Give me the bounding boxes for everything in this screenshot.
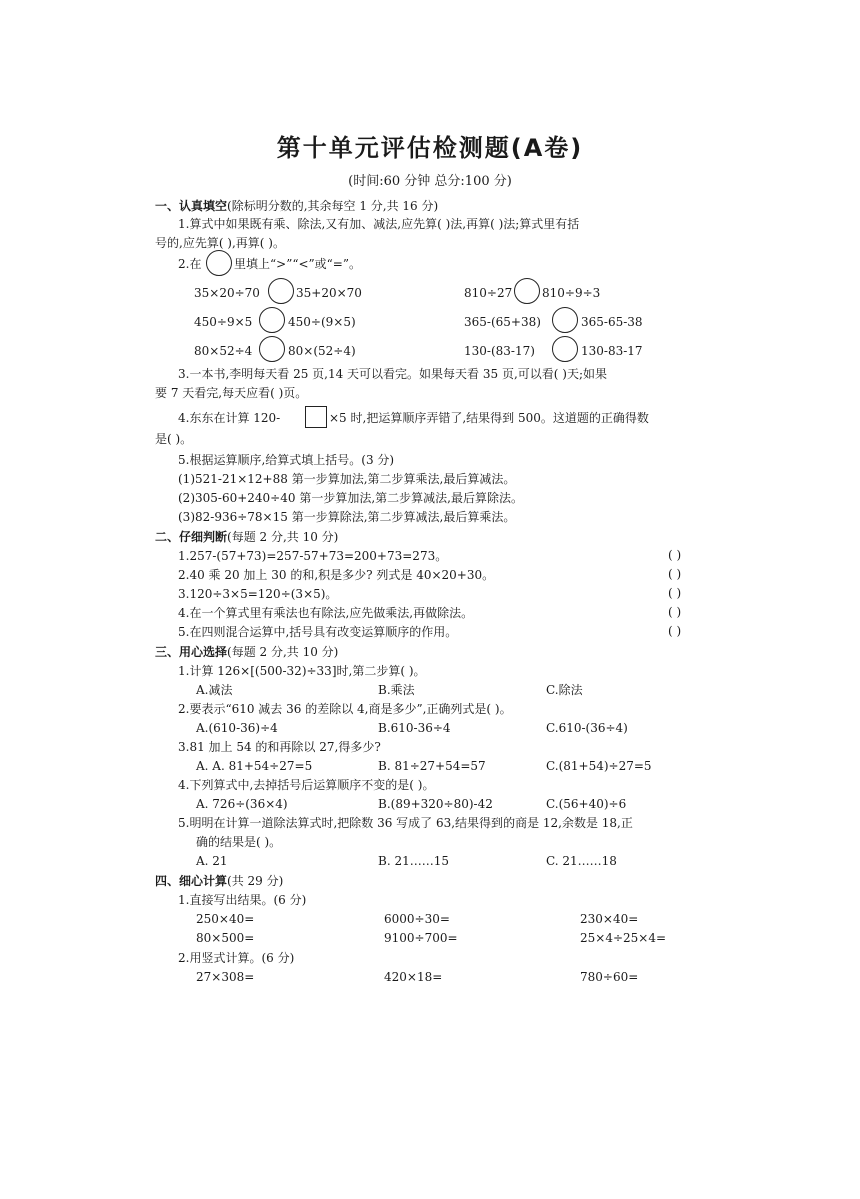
choice-q2-option-a[interactable]: A.(610-36)÷4 <box>196 721 278 735</box>
answer-circle[interactable] <box>552 336 578 362</box>
choice-q3-option-b[interactable]: B. 81÷27+54=57 <box>378 759 486 773</box>
compare-2-left: 810÷27 <box>464 286 513 300</box>
s1-q1-line1: 1.算式中如果既有乘、除法,又有加、减法,应先算( )法,再算( )法;算式里有括 <box>178 217 580 231</box>
section-2-heading <box>155 529 338 545</box>
answer-circle[interactable] <box>552 307 578 333</box>
page-title: 第十单元评估检测题(A卷) <box>276 134 584 162</box>
s1-q5-item-2: (2)305-60+240÷40 第一步算加法,第二步算减法,最后算除法。 <box>178 491 523 505</box>
calc-item: 9100÷700= <box>384 931 458 945</box>
s1-q5-item-3: (3)82-936÷78×15 第一步算除法,第二步算减法,最后算乘法。 <box>178 510 516 524</box>
answer-circle[interactable] <box>206 250 232 276</box>
calc-q2: 2.用竖式计算。(6 分) <box>178 951 295 965</box>
calc-item: 25×4÷25×4= <box>580 931 667 945</box>
section-4-note: (共 29 分) <box>227 874 284 888</box>
compare-5-right: 80×(52÷4) <box>288 344 356 358</box>
section-2-title: 二、仔细判断 <box>155 530 228 544</box>
compare-1-right: 35+20×70 <box>296 286 362 300</box>
calc-item: 420×18= <box>384 970 443 984</box>
choice-q5-option-a[interactable]: A. 21 <box>196 854 228 868</box>
calc-item: 80×500= <box>196 931 255 945</box>
s1-q4-pre: 4.东东在计算 120- <box>178 411 281 425</box>
s1-q3-line2: 要 7 天看完,每天应看( )页。 <box>155 386 308 400</box>
answer-circle[interactable] <box>259 336 285 362</box>
section-3-title: 三、用心选择 <box>155 645 228 659</box>
compare-1-left: 35×20÷70 <box>194 286 260 300</box>
s1-q5-item-1: (1)521-21×12+88 第一步算加法,第二步算乘法,最后算减法。 <box>178 472 516 486</box>
section-1-title: 一、认真填空 <box>155 199 228 213</box>
choice-q5-line2: 确的结果是( )。 <box>196 835 282 849</box>
s1-q4-post: ×5 时,把运算顺序弄错了,结果得到 500。这道题的正确得数 <box>329 411 649 425</box>
section-1-heading <box>155 198 438 214</box>
choice-q4-option-b[interactable]: B.(89+320÷80)-42 <box>378 797 493 811</box>
choice-q1-option-a[interactable]: A.减法 <box>196 683 233 697</box>
compare-4-right: 365-65-38 <box>581 315 643 329</box>
choice-q2-option-b[interactable]: B.610-36÷4 <box>378 721 451 735</box>
choice-q4-option-c[interactable]: C.(56+40)÷6 <box>546 797 627 811</box>
choice-q2-option-c[interactable]: C.610-(36÷4) <box>546 721 628 735</box>
judge-answer-3[interactable]: ( ) <box>668 586 682 600</box>
calc-q1: 1.直接写出结果。(6 分) <box>178 893 307 907</box>
section-3-note: (每题 2 分,共 10 分) <box>227 645 339 659</box>
judge-item-3: 3.120÷3×5=120÷(3×5)。 <box>178 587 338 601</box>
choice-q3: 3.81 加上 54 的和再除以 27,得多少? <box>178 740 381 754</box>
judge-answer-1[interactable]: ( ) <box>668 548 682 562</box>
judge-item-1: 1.257-(57+73)=257-57+73=200+73=273。 <box>178 549 448 563</box>
compare-3-left: 450÷9×5 <box>194 315 253 329</box>
answer-circle[interactable] <box>259 307 285 333</box>
compare-3-right: 450÷(9×5) <box>288 315 356 329</box>
choice-q2: 2.要表示“610 减去 36 的差除以 4,商是多少”,正确列式是( )。 <box>178 702 512 716</box>
calc-item: 27×308= <box>196 970 255 984</box>
compare-6-left: 130-(83-17) <box>464 344 535 358</box>
page-subtitle: (时间:60 分钟 总分:100 分) <box>348 174 512 189</box>
s1-q4-line2: 是( )。 <box>155 432 193 446</box>
choice-q4-option-a[interactable]: A. 726÷(36×4) <box>196 797 288 811</box>
s1-q2-post: 里填上“>”“<”或“=”。 <box>234 257 361 271</box>
choice-q1-option-c[interactable]: C.除法 <box>546 683 583 697</box>
answer-circle[interactable] <box>514 278 540 304</box>
compare-5-left: 80×52÷4 <box>194 344 253 358</box>
s1-q3-line1: 3.一本书,李明每天看 25 页,14 天可以看完。如果每天看 35 页,可以看( )天;如果 <box>178 367 607 381</box>
choice-q1: 1.计算 126×[(500-32)÷33]时,第二步算( )。 <box>178 664 426 678</box>
section-3-heading <box>155 644 338 660</box>
choice-q5-option-c[interactable]: C. 21……18 <box>546 854 617 868</box>
s1-q1-line2: 号的,应先算( ),再算( )。 <box>155 236 285 250</box>
choice-q5-line1: 5.明明在计算一道除法算式时,把除数 36 写成了 63,结果得到的商是 12,余数是 18,正 <box>178 816 633 830</box>
choice-q4: 4.下列算式中,去掉括号后运算顺序不变的是( )。 <box>178 778 435 792</box>
judge-item-4: 4.在一个算式里有乘法也有除法,应先做乘法,再做除法。 <box>178 606 474 620</box>
choice-q3-option-a[interactable]: A. A. 81+54÷27=5 <box>196 759 313 773</box>
judge-item-2: 2.40 乘 20 加上 30 的和,积是多少? 列式是 40×20+30。 <box>178 568 495 582</box>
choice-q3-option-c[interactable]: C.(81+54)÷27=5 <box>546 759 652 773</box>
judge-answer-4[interactable]: ( ) <box>668 605 682 619</box>
choice-q5-option-b[interactable]: B. 21……15 <box>378 854 449 868</box>
judge-answer-2[interactable]: ( ) <box>668 567 682 581</box>
compare-2-right: 810÷9÷3 <box>542 286 601 300</box>
answer-circle[interactable] <box>268 278 294 304</box>
s1-q5: 5.根据运算顺序,给算式填上括号。(3 分) <box>178 453 395 467</box>
judge-answer-5[interactable]: ( ) <box>668 624 682 638</box>
section-2-note: (每题 2 分,共 10 分) <box>227 530 339 544</box>
calc-item: 6000÷30= <box>384 912 450 926</box>
choice-q1-option-b[interactable]: B.乘法 <box>378 683 415 697</box>
judge-item-5: 5.在四则混合运算中,括号具有改变运算顺序的作用。 <box>178 625 458 639</box>
compare-4-left: 365-(65+38) <box>464 315 541 329</box>
section-1-note: (除标明分数的,其余每空 1 分,共 16 分) <box>227 199 439 213</box>
compare-6-right: 130-83-17 <box>581 344 643 358</box>
section-4-title: 四、细心计算 <box>155 874 228 888</box>
answer-box[interactable] <box>305 406 327 428</box>
calc-item: 780÷60= <box>580 970 639 984</box>
section-4-heading <box>155 873 283 889</box>
calc-item: 250×40= <box>196 912 255 926</box>
calc-item: 230×40= <box>580 912 639 926</box>
s1-q2-pre: 2.在 <box>178 257 202 271</box>
